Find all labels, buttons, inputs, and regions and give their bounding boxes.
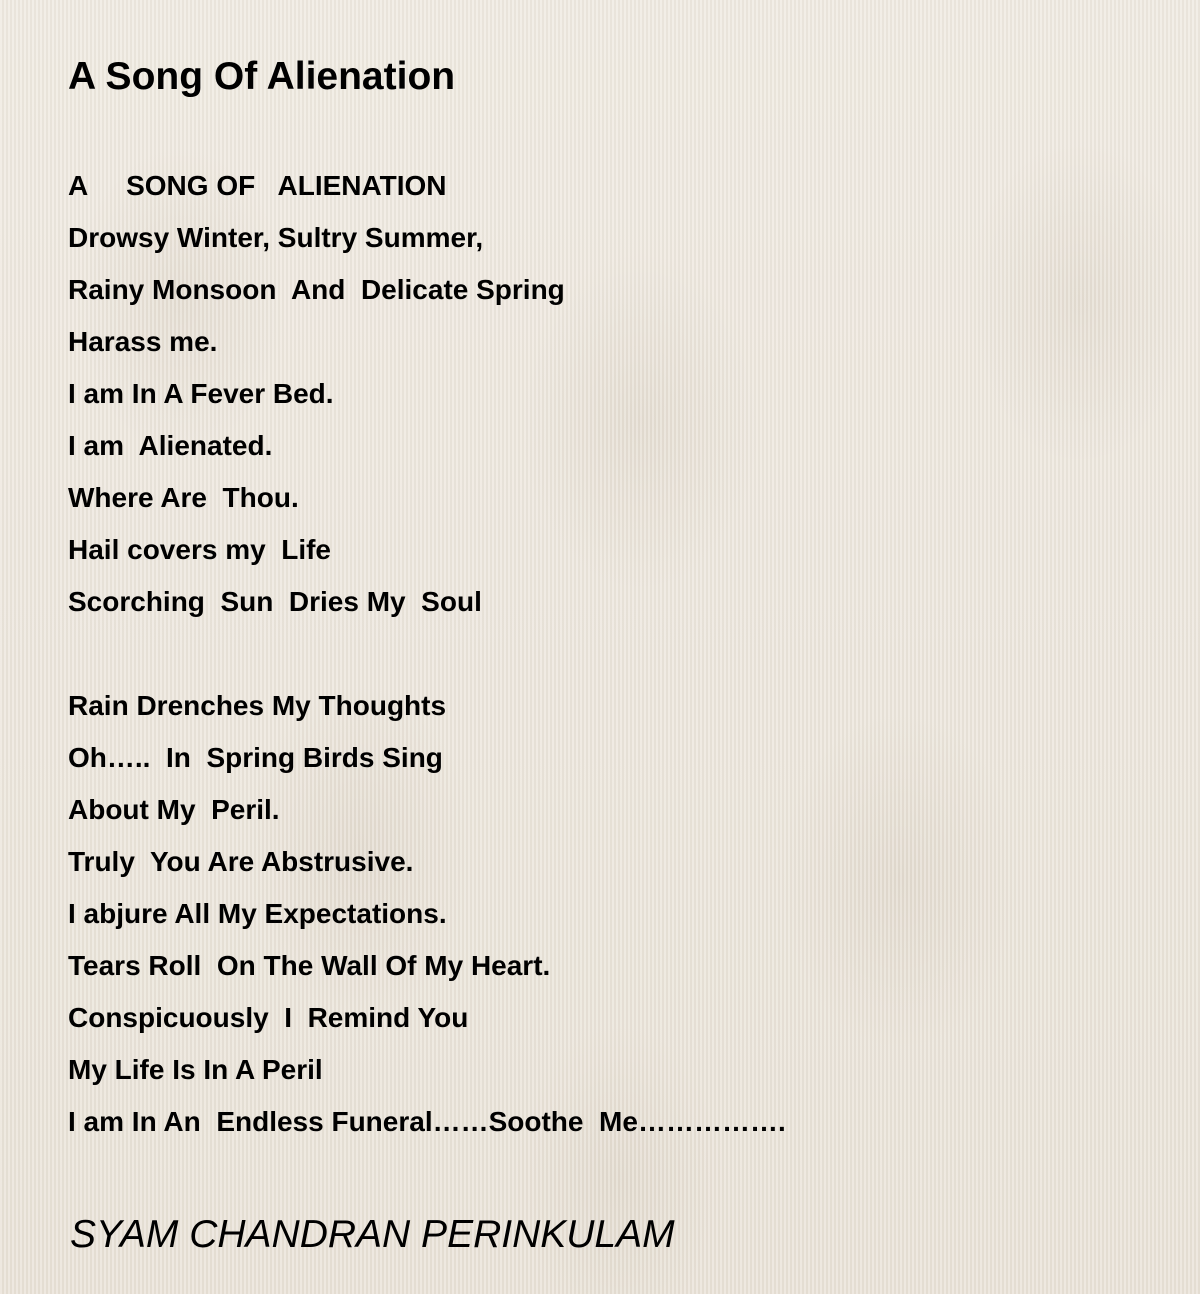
- poem-line: Truly You Are Abstrusive.: [68, 846, 414, 877]
- poem-author: SYAM CHANDRAN PERINKULAM: [70, 1213, 675, 1256]
- poem-line: Where Are Thou.: [68, 482, 299, 513]
- poem-line: Oh….. In Spring Birds Sing: [68, 742, 443, 773]
- poem-line: Conspicuously I Remind You: [68, 1002, 469, 1033]
- poem-line: I am Alienated.: [68, 430, 273, 461]
- poem-line: Harass me.: [68, 326, 218, 357]
- poem-body: [68, 160, 1148, 1148]
- poem-title: A Song Of Alienation: [68, 55, 456, 98]
- poem-container: [68, 52, 1148, 1260]
- poem-line: Tears Roll On The Wall Of My Heart.: [68, 950, 551, 981]
- poem-line: Hail covers my Life: [68, 534, 332, 565]
- stanza-1: [68, 160, 1148, 628]
- poem-line: Rain Drenches My Thoughts: [68, 690, 447, 721]
- poem-line: I am In An Endless Funeral……Soothe Me…………….: [68, 1106, 786, 1137]
- poem-line: Rainy Monsoon And Delicate Spring: [68, 274, 565, 305]
- poem-line: I abjure All My Expectations.: [68, 898, 447, 929]
- poem-line: Drowsy Winter, Sultry Summer,: [68, 222, 484, 253]
- poem-line: About My Peril.: [68, 794, 280, 825]
- poem-line: My Life Is In A Peril: [68, 1054, 323, 1085]
- poem-line: I am In A Fever Bed.: [68, 378, 334, 409]
- poem-line: Scorching Sun Dries My Soul: [68, 586, 482, 617]
- stanza-2: [68, 680, 1148, 1148]
- poem-line: A SONG OF ALIENATION: [68, 170, 447, 201]
